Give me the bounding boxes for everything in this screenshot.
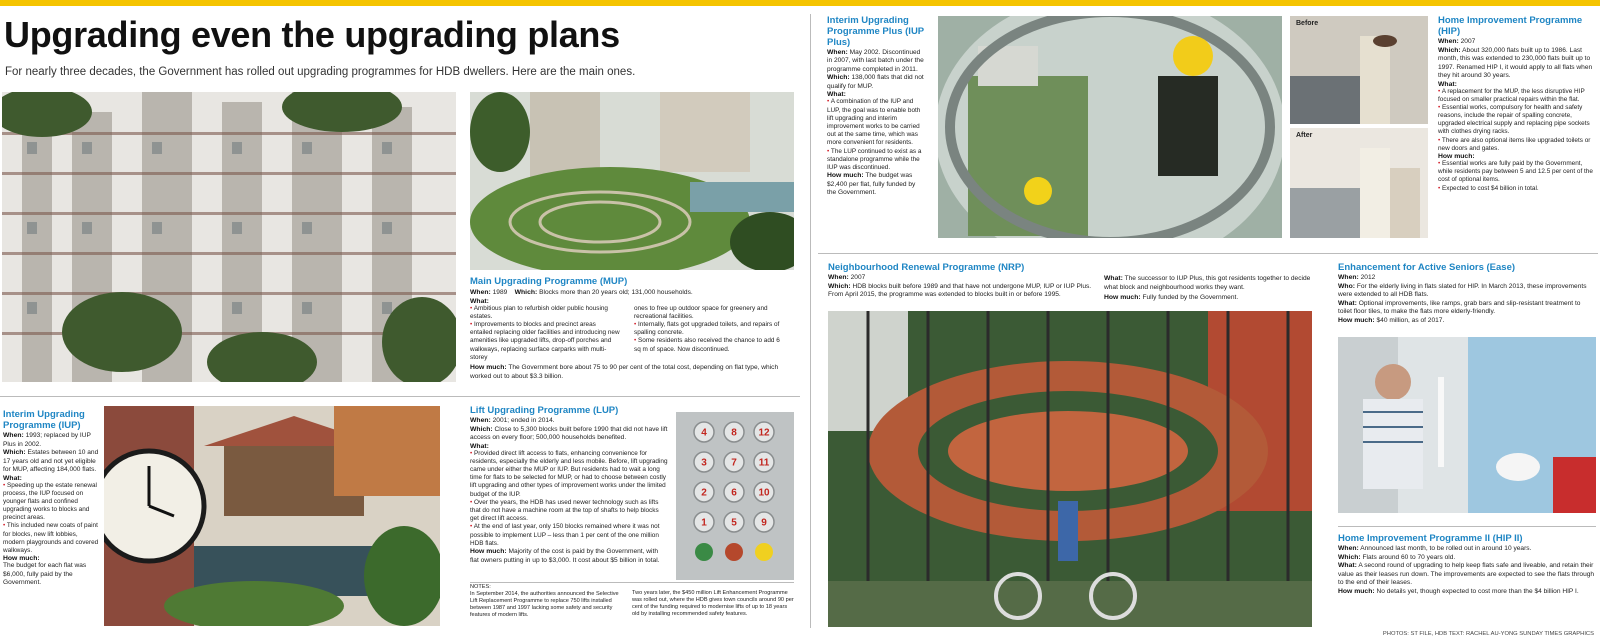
- hip-bullet: • Essential works, compulsory for health and safety reasons, include the repair of spalling concrete, upgraded electrical supply and replacing pipe sockets with clothes drying racks.: [1438, 103, 1590, 136]
- hip2-divider: [1338, 526, 1596, 527]
- nrp-how: Fully funded by the Government.: [1142, 294, 1239, 302]
- which-label: Which:: [827, 74, 850, 82]
- hip-title: Home Improvement Programme (HIP): [1438, 15, 1583, 37]
- note-1-text: In September 2014, the authorities announced the Selective Lift Replacement Programme to replace 750 lifts installed between 1987 and 1997 lacking some safety and security features of modern lifts.: [470, 590, 619, 618]
- before-photo: [1290, 16, 1428, 124]
- who-label: Who:: [1338, 282, 1355, 290]
- iup-plus-how: The budget was $2,400 per flat, fully funded by the Government.: [827, 172, 916, 197]
- what-label: What:: [470, 297, 489, 305]
- mup-bullet: ones to free up outdoor space for greenery and recreational facilities.: [634, 304, 768, 320]
- ease-section: [1338, 263, 1596, 326]
- what-label: What:: [1338, 562, 1357, 570]
- iup-bullet: • This included new coats of paint for blocks, new lift lobbies, modern playgrounds and covered walkways.: [3, 522, 99, 555]
- row-divider: [818, 253, 1598, 254]
- mup-when: 1989: [492, 288, 508, 296]
- iup-section: [3, 410, 99, 588]
- lup-how: Majority of the cost is paid by the Government, with flat owners putting in up to $3,000. It cost about $5 billion in total.: [470, 547, 660, 564]
- headline: Upgrading even the upgrading plans: [4, 14, 620, 55]
- lup-bullet: • At the end of last year, only 150 blocks remained where it was not possible to implement LUP – less than 1 per cent of the one million HDB flats.: [470, 523, 660, 547]
- intro-text: For nearly three decades, the Government has rolled out upgrading programmes for HDB dwellers. Here are the main ones.: [5, 66, 636, 78]
- hip-bullet: • There are also optional items like upgraded toilets or new doors and gates.: [1438, 136, 1591, 152]
- how-label: How much:: [1104, 294, 1141, 302]
- lift-button-label: 8: [731, 427, 737, 439]
- what-label: What:: [1104, 275, 1123, 282]
- playground-photo: [828, 311, 1312, 627]
- which-label: Which:: [1338, 553, 1361, 561]
- which-label: Which:: [828, 282, 851, 290]
- hip-how-bullet: • Expected to cost $4 billion in total.: [1438, 184, 1539, 192]
- top-yellow-bar: [0, 0, 1600, 6]
- lift-button-label: 4: [701, 427, 707, 439]
- elderly-toilet-photo: [1338, 337, 1596, 513]
- when-label: When:: [1338, 544, 1359, 552]
- hdb-blocks-photo: [2, 92, 456, 382]
- hip2-when: Announced last month, to be rolled out in around 10 years.: [1360, 544, 1532, 552]
- lup-section: [470, 406, 668, 565]
- nrp-when: 2007: [850, 273, 866, 281]
- when-label: When:: [1438, 37, 1459, 45]
- ease-when: 2012: [1360, 273, 1376, 281]
- iup-plus-bullet: • A combination of the IUP and LUP, the goal was to enable both lift upgrading and interim improvement works to be carried out at the same time, which was more convenient for residents.: [827, 98, 921, 147]
- lift-button-label: 12: [758, 427, 770, 439]
- after-photo: [1290, 128, 1428, 238]
- lift-button-label: 3: [701, 457, 707, 469]
- mup-bullet: • Improvements to blocks and precinct areas entailed replacing older facilities and introducing new amenities like upgraded lifts, drop-off porches and walkways, replacing surface carparks with multi-storey: [470, 320, 620, 361]
- lup-when: 2001; ended in 2014.: [492, 416, 555, 424]
- which-label: Which:: [470, 425, 493, 433]
- how-label: How much:: [1338, 316, 1375, 324]
- hip-when: 2007: [1460, 37, 1476, 45]
- hip2-which: Flats around 60 to 70 years old.: [1362, 553, 1456, 561]
- nrp-title: Neighbourhood Renewal Programme (NRP): [828, 262, 1025, 273]
- what-label: What:: [827, 91, 846, 99]
- notes-label: NOTES:: [470, 584, 491, 590]
- ease-how: $40 million, as of 2017.: [1376, 316, 1445, 324]
- lift-button-panel: [676, 412, 794, 580]
- lift-button-label: 6: [731, 487, 737, 499]
- hip2-section: [1338, 534, 1596, 597]
- lift-button-label: 2: [701, 487, 707, 499]
- mup-bullet: • Internally, flats got upgraded toilets, and repairs of spalling concrete.: [634, 320, 780, 337]
- notes-divider: [470, 582, 794, 583]
- when-label: When:: [827, 48, 848, 56]
- mup-how: The Government bore about 75 to 90 per cent of the total cost, depending on flat type, which worked out to about $3.3 billion.: [470, 363, 779, 380]
- iup-plus-bullet: • The LUP continued to exist as a standalone programme while the IUP was discontinued.: [827, 147, 922, 171]
- lift-button-label: 11: [758, 457, 770, 469]
- before-label: Before: [1296, 20, 1319, 27]
- hip-how-bullet: • Essential works are fully paid by the Government, while residents pay between 5 and 12.5 per cent of the cost of optional items.: [1438, 160, 1593, 184]
- how-label: How much:: [1438, 153, 1475, 161]
- iup-plus-title: Interim Upgrading Programme Plus (IUP Plus): [827, 15, 924, 48]
- lup-bullet: • Over the years, the HDB has used newer technology such as lifts that do not have a machine room at the top of shafts to help blocks get direct lift access.: [470, 498, 659, 523]
- hip-bullet: • A replacement for the MUP, the less disruptive HIP focused on smaller practical repairs within the flat.: [1438, 87, 1585, 103]
- iup-when: 1993; replaced by IUP Plus in 2002.: [3, 431, 91, 448]
- mup-section: [470, 277, 794, 381]
- hip2-how: No details yet, though expected to cost more than the $4 billion HIP I.: [1376, 587, 1579, 595]
- nrp-which: HDB blocks built before 1989 and that have not undergone MUP, IUP or IUP Plus. From April 2015, the programme was extended to blocks built in or before 1995.: [828, 282, 1092, 299]
- nrp-section-2: [1104, 275, 1320, 303]
- lup-bullet: • Provided direct lift access to flats, enhancing convenience for residents, especially the elderly and less mobile. Before, lift upgrading came under either the MUP or IUP. But residents had to wait a long time for flats to be selected for MUP, or had to choose between costly lift upgrading and other types of improvement works under the limited budget of the IUP.: [470, 449, 668, 498]
- ease-what: Optional improvements, like ramps, grab bars and slip-resistant treatment to toilet floor tiles, to make the flats more elderly-friendly.: [1338, 299, 1581, 316]
- hip2-what: A second round of upgrading to help keep flats safe and liveable, and retain their value as their leases run down. The improvements are expected to see the flats through to the end of their leases.: [1338, 562, 1595, 587]
- hip-section: [1438, 16, 1596, 193]
- column-divider: [810, 14, 811, 628]
- ease-who: For the elderly living in flats slated for HIP. In March 2013, these improvements were extended to all HDB flats.: [1338, 282, 1587, 299]
- hip-which: About 320,000 flats built up to 1986. Last month, this was extended to 230,000 flats built up to 1997. Renamed HIP I, it would apply to all flats when they hit around 30 years.: [1438, 46, 1593, 80]
- lift-button-label: 9: [761, 517, 767, 529]
- hip2-title: Home Improvement Programme II (HIP II): [1338, 533, 1523, 544]
- row-divider-left: [0, 396, 800, 397]
- how-label: How much:: [1338, 587, 1375, 595]
- how-label: How much:: [3, 555, 40, 563]
- iup-how: The budget for each flat was $6,000, fully paid by the Government.: [3, 562, 87, 587]
- lup-which: Close to 5,300 blocks built before 1990 that did not have lift access on every floor; 500,000 households benefited.: [470, 425, 668, 442]
- which-label: Which:: [3, 448, 26, 456]
- when-label: When:: [470, 288, 491, 296]
- credits: PHOTOS: ST FILE, HDB TEXT: RACHEL AU-YONG SUNDAY TIMES GRAPHICS: [1382, 631, 1594, 637]
- when-label: When:: [3, 431, 24, 439]
- iup-bullet: • Speeding up the estate renewal process, the IUP focused on younger flats and confined upgrading works to blocks and precinct areas.: [3, 481, 97, 522]
- iup-plus-when: May 2002. Discontinued in 2007, with last batch under the programme completed in 2011.: [827, 48, 924, 73]
- ease-title: Enhancement for Active Seniors (Ease): [1338, 262, 1516, 273]
- when-label: When:: [1338, 273, 1359, 281]
- mup-bullet: • Ambitious plan to refurbish older public housing estates.: [470, 304, 608, 320]
- what-label: What:: [3, 474, 22, 482]
- iup-plus-section: [827, 16, 925, 198]
- iup-title: Interim Upgrading Programme (IUP): [3, 409, 85, 431]
- after-label: After: [1296, 132, 1313, 139]
- iup-which: Estates between 10 and 17 years old and not yet eligible for MUP, affecting 184,000 flats.: [3, 448, 99, 474]
- what-label: What:: [1338, 299, 1357, 307]
- what-label: What:: [1438, 80, 1457, 88]
- lift-button-label: 5: [731, 517, 737, 529]
- iup-plus-which: 138,000 flats that did not qualify for MUP.: [827, 74, 924, 91]
- lup-note-2: Two years later, the $450 million Lift Enhancement Programme was rolled out, where the HDB gives town councils around 90 per cent of the funding required to modernise lifts of up to 18 years old by installing recommended safety features.: [632, 590, 794, 617]
- what-label: What:: [470, 442, 489, 450]
- lift-button-label: 10: [758, 487, 770, 499]
- lift-button-label: 7: [731, 457, 737, 469]
- precinct-garden-photo: [470, 92, 794, 270]
- mup-title: Main Upgrading Programme (MUP): [470, 276, 628, 287]
- when-label: When:: [828, 273, 849, 281]
- how-label: How much:: [470, 547, 507, 555]
- nrp-what: The successor to IUP Plus, this got residents together to decide what block and neighbourhood works they want.: [1104, 275, 1311, 291]
- nrp-section: [828, 263, 1098, 300]
- lup-note-1: [470, 584, 622, 619]
- which-label: Which:: [514, 288, 538, 296]
- mup-which: Blocks more than 20 years old; 131,000 households.: [539, 288, 693, 296]
- how-label: How much:: [827, 172, 864, 180]
- lift-worker-photo: [938, 16, 1282, 238]
- how-label: How much:: [470, 363, 507, 371]
- which-label: Which:: [1438, 46, 1461, 54]
- when-label: When:: [470, 416, 491, 424]
- lift-button-label: 1: [701, 517, 707, 529]
- mup-bullet: • Some residents also received the chance to add 6 sq m of space. Now discontinued.: [634, 337, 780, 353]
- lup-title: Lift Upgrading Programme (LUP): [470, 405, 619, 416]
- pavilion-clock-photo: [104, 406, 440, 626]
